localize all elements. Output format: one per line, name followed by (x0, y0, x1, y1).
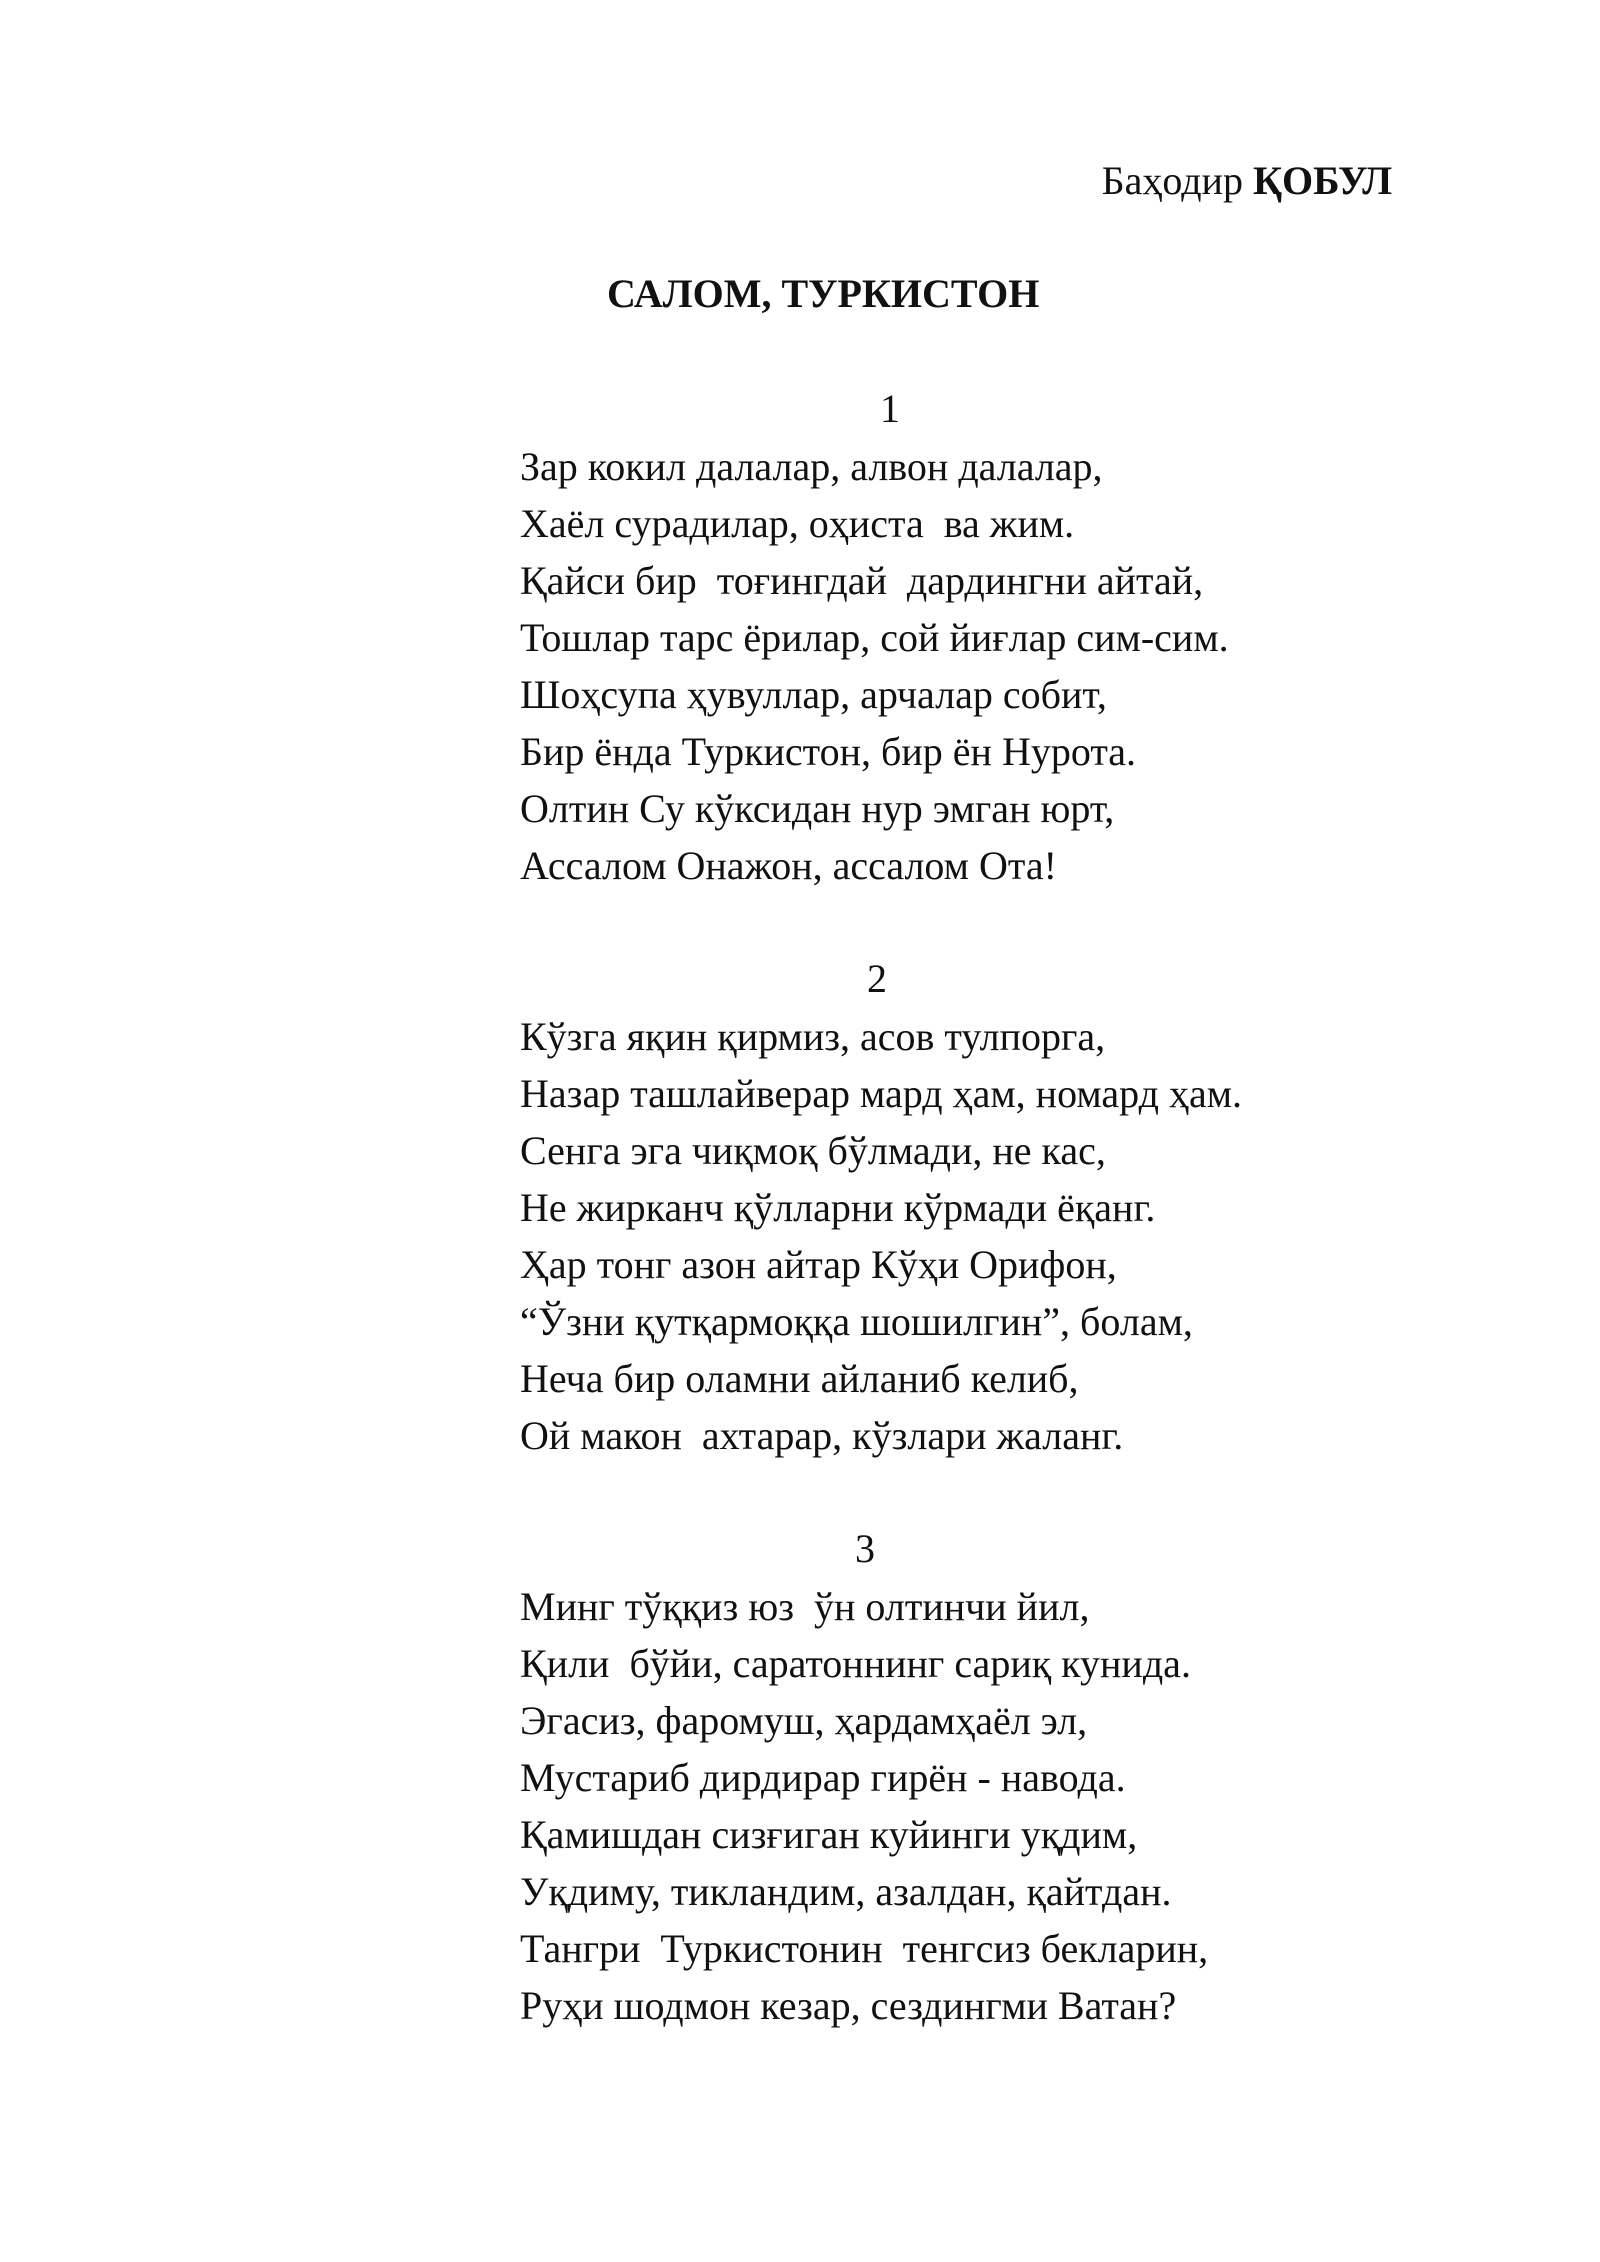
poem-line: Уқдиму, тикландим, азалдан, қайтдан. (520, 1869, 1172, 1914)
poem-line: Қамишдан сизғиган куйинги уқдим, (520, 1812, 1138, 1857)
poem-line: Минг тўққиз юз ўн олтинчи йил, (520, 1584, 1090, 1629)
poem-line: Қили бўйи, саратоннинг сариқ кунида. (520, 1641, 1191, 1686)
stanza-number: 2 (867, 956, 887, 1001)
poem-line: Қайси бир тоғингдай дардингни айтай, (520, 558, 1204, 603)
poem-line: “Ўзни қутқармоққа шошилгин”, болам, (520, 1299, 1193, 1344)
poem-line: Эгасиз, фаромуш, ҳардамҳаёл эл, (520, 1698, 1088, 1743)
stanza-lines (520, 1578, 1208, 2034)
poem-line: Бир ёнда Туркистон, бир ён Нурота. (520, 729, 1137, 774)
author-byline (1102, 153, 1392, 209)
poem-line: Назар ташлайверар мард ҳам, номард ҳам. (520, 1071, 1243, 1116)
poem-line: Ой макон ахтарар, кўзлари жаланг. (520, 1413, 1124, 1458)
poem-line: Сенга эга чиқмоқ бўлмади, не кас, (520, 1128, 1106, 1173)
poem-line: Олтин Су кўксидан нур эмган юрт, (520, 786, 1115, 831)
stanza-lines (520, 438, 1229, 894)
stanza-number: 3 (855, 1526, 875, 1571)
poem-line: Шоҳсупа ҳувуллар, арчалар собит, (520, 672, 1107, 717)
poem-line: Хаёл сурадилар, оҳиста ва жим. (520, 501, 1075, 546)
poem-line: Тошлар тарс ёрилар, сой йиғлар сим-сим. (520, 615, 1229, 660)
stanza-number: 1 (880, 386, 900, 431)
poem-line: Тангри Туркистонин тенгсиз бекларин, (520, 1926, 1209, 1971)
poem-title: САЛОМ, ТУРКИСТОН (607, 271, 1040, 316)
poem-line: Кўзга яқин қирмиз, асов тулпорга, (520, 1014, 1106, 1059)
poem-line: Не жирканч қўлларни кўрмади ёқанг. (520, 1185, 1156, 1230)
poem-line: Зар кокил далалар, алвон далалар, (520, 444, 1103, 489)
poem-line: Неча бир оламни айланиб келиб, (520, 1356, 1079, 1401)
author-first-name: Баҳодир (1101, 158, 1243, 203)
poem-line: Мустариб дирдирар гирён - навода. (520, 1755, 1126, 1800)
stanza-lines (520, 1008, 1242, 1464)
author-surname: ҚОБУЛ (1252, 158, 1392, 203)
poem-line: Ҳар тонг азон айтар Кўҳи Орифон, (520, 1242, 1117, 1287)
poem-line: Руҳи шодмон кезар, сездингми Ватан? (520, 1983, 1177, 2028)
poem-line: Ассалом Онажон, ассалом Ота! (520, 843, 1057, 888)
